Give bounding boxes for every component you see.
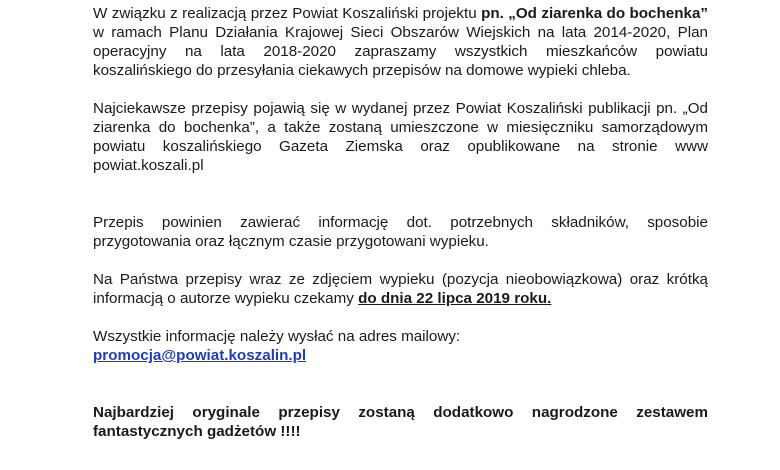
intro-paragraph [93, 4, 708, 80]
deadline-intro-text: Na Państwa przepisy wraz ze zdjęciem wypieku (pozycja nieobowiązkowa) oraz krótką informacją o autorze wypieku czekamy [93, 271, 708, 307]
recipe-requirements-paragraph: Przepis powinien zawierać informację dot. potrzebnych składników, sposobie przygotowania oraz łącznym czasie przygotowani wypieku. [93, 214, 708, 250]
intro-text-start: W związku z realizacją przez Powiat Koszaliński projektu [93, 5, 482, 22]
email-link[interactable]: promocja@powiat.koszalin.pl [93, 347, 307, 364]
document-page [93, 4, 708, 441]
contact-text: Wszystkie informację należy wysłać na adres mailowy: [93, 328, 461, 345]
project-name: pn. „Od ziarenka do bochenka” [481, 5, 708, 22]
intro-text-end: w ramach Planu Działania Krajowej Sieci Obszarów Wiejskich na lata 2014-2020, Plan operacyjny na lata 2018-2020 zapraszamy wszystkich mieszkańców powiatu koszalińskiego do przesyłania ciekawych przepisów na domowe wypieki chleba. [93, 24, 708, 79]
contact-paragraph [93, 327, 708, 365]
publication-paragraph: Najciekawsze przepisy pojawią się w wydanej przez Powiat Koszaliński publikacji pn. „Od ziarenka do bochenka”, a także zostaną umieszczone w miesięczniku samorządowym powiatu koszalińskiego Gazeta Ziemska oraz opublikowane na stronie www powiat.koszali.pl [93, 100, 708, 174]
deadline-paragraph [93, 270, 708, 308]
prize-paragraph: Najbardziej oryginale przepisy zostaną dodatkowo nagrodzone zestawem fantastycznych gadżetów !!!! [93, 404, 708, 440]
deadline-date: do dnia 22 lipca 2019 roku. [358, 290, 552, 307]
